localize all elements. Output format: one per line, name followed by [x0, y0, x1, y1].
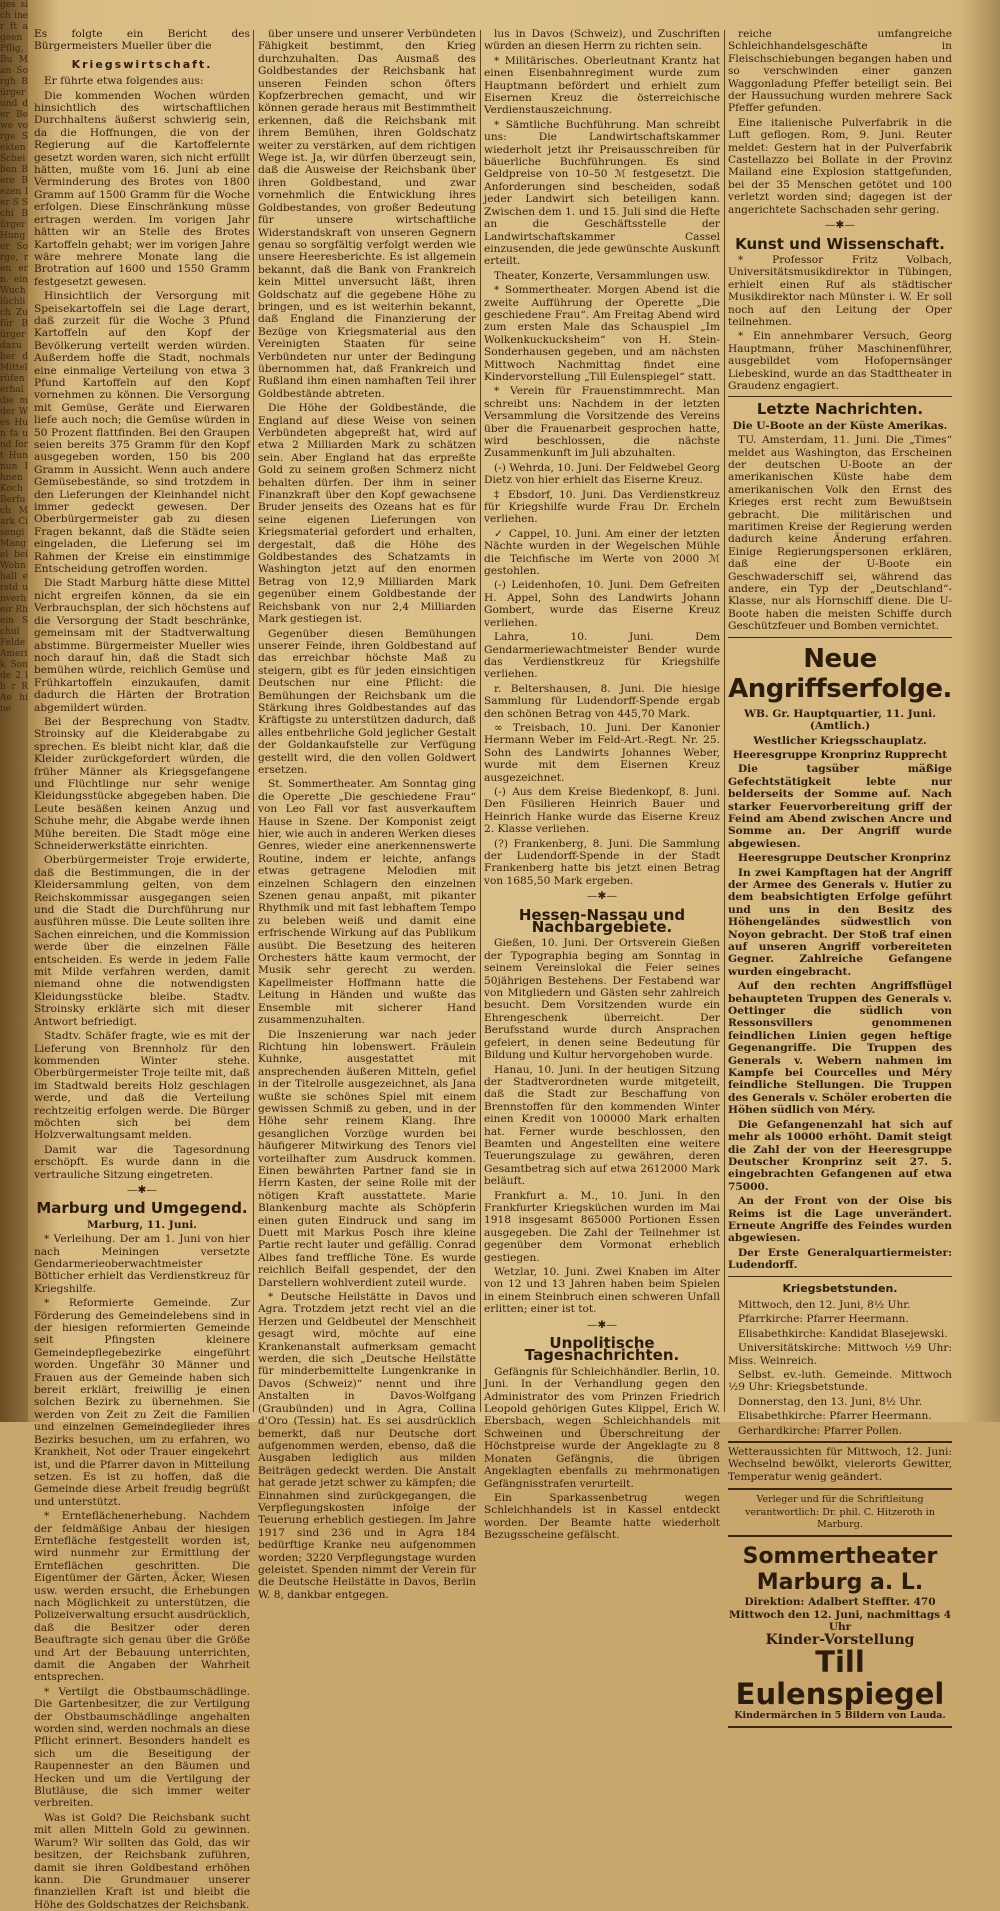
paragraph: Pfarrkirche: Pfarrer Heermann. — [738, 1313, 909, 1326]
paragraph: Theater, Konzerte, Versammlungen usw. — [494, 269, 711, 282]
separator-star: —✱— — [824, 219, 856, 232]
ad-date: Mittwoch den 12. Juni, nachmittags 4 Uhr — [728, 1608, 952, 1634]
paragraph: Donnerstag, den 13. Juni, 8½ Uhr. — [738, 1395, 923, 1408]
section-heading: Unpolitische Tagesnachrichten. — [524, 1334, 680, 1365]
paragraph: * Militärisches. Oberleutnant Krantz hat einen Eisenbahnregiment wurde zum Hauptmann befördert und erhielt zum Eisernen Kreuz die österreichische Verdienstauszeichnung. — [484, 54, 720, 117]
paragraph: ‡ Ebsdorf, 10. Juni. Das Verdienstkreuz für Kriegshilfe wurde Frau Dr. Ercheln verliehen. — [484, 488, 720, 526]
paragraph: Auf den rechten Angriffsflügel behaupteten Truppen des Generals v. Oettinger die südlich von Ressonsvillers genommenen feindlichen Linien gegen heftige Gegenangriffe. Die Truppen des Generals v. Webern nahmen im Kampfe bei Courcelles und Méry feindliche Stellungen. Die Truppen des Generals v. Schöler eroberten die Höhen südlich von Méry. — [728, 980, 952, 1117]
paragraph: St. Sommertheater. Am Sonntag ging die Operette „Die geschiedene Frau“ von Leo Fall vor fast ausverkauftem Hause in Szene. Der Komponist zeigt hier, wie auch in anderen Werken dieses Genres, wieder eine anerkennenswerte Routine, indem er leichte, anfangs etwas getragene Melodien mit einzelnen Schlagern den einzelnen Szenen genau anpaßt, mit pikanter Rhythmik und mit fast lebhaftem Tempo zu beleben weiß und damit eine erfrischende Wirkung auf das Publikum ausübt. Die Besetzung des heiteren Orchesters hätte kaum vermocht, der Musik sehr gerecht zu werden. Kapellmeister Hoffmann hatte die Leitung in Händen und wußte das Ensemble mit sicherer Hand zusammenzuhalten. — [258, 778, 476, 1027]
column-3 — [484, 28, 720, 1542]
article-body — [728, 763, 952, 1271]
headline: Neue Angriffserfolge. — [728, 643, 952, 704]
paragraph: An der Front von der Oise bis Reims ist die Lage unverändert. Erneute Angriffe des Feindes wurden abgewiesen. — [728, 1195, 952, 1245]
section-heading: Kunst und Wissenschaft. — [735, 234, 945, 253]
publisher-line: Verleger und für die Schriftleitung verantwortlich: Dr. phil. C. Hitzeroth in Marburg. — [745, 1494, 935, 1531]
paragraph: Er führte etwa folgendes aus: — [44, 75, 204, 88]
paragraph: * Vertilgt die Obstbaumschädlinge. Die Gartenbesitzer, die zur Vertilgung der Obstbaumschädlinge angehalten worden sind, werden nochmals an diese Pflicht erinnert. Besonders handelt es sich um die Beseitigung der Raupennester an den Bäumen und Hecken und um die Vertilgung der Blutläuse, die sich immer weiter verbreiten. — [34, 1685, 250, 1810]
paragraph: Elisabethkirche: Kandidat Blasejewski. — [738, 1327, 948, 1340]
article-body — [728, 28, 952, 216]
subheading: Die U-Boote an der Küste Amerikas. — [732, 419, 948, 432]
paragraph: * Reformierte Gemeinde. Zur Förderung des Gemeindelebens sind in der hiesigen reformierten Gemeinde seit Pfingsten kleinere Gemeindepflegebezirke eingeführt worden. Ungefähr 30 Männer und Frauen aus der Gemeinde haben sich bereit erklärt, freiwillig je einen solchen Bezirk zu übernehmen. Sie werden von Zeit zu Zeit die Familien und einzelnen Gemeindeglieder ihres Bezirks besuchen, um zu erfahren, wo Krankheit, Not oder Trauer eingekehrt ist, und die Pfarrer davon in Mitteilung setzen. Es ist zu hoffen, daß die Gemeinde diese Arbeit freudig begrüßt und unterstützt. — [34, 1297, 250, 1508]
paragraph: Die Inszenierung war nach jeder Richtung hin lobenswert. Fräulein Kuhnke, ausgestattet mit ansprechenden äußeren Mitteln, gefiel in der Titelrolle ausgezeichnet, als Jana wußte sie schönes Spiel mit einem gewissen Schmiß zu geben, und in der Höhe sehr reinem Klang. Ihre gesanglichen Vorzüge wurden bei häufigerer Mitwirkung des Tenors viel vorteilhafter zum Ausdruck kommen. Einen bewährten Partner fand sie in Herrn Kasten, der seine Rolle mit der nötigen Kraft ausstattete. Marie Blankenburg machte als Schöpferin einen guten Eindruck und sang im Duett mit Markus Posch ihre kleine Partie recht lauter und gefällig. Conrad Albes fand treffliche Töne. Es wurde reichlich Beifall gespendet, der den Darstellern wohlverdient zuteil wurde. — [258, 1028, 476, 1289]
paragraph: lus in Davos (Schweiz), und Zuschriften würden an diesen Herrn zu richten sein. — [484, 28, 720, 53]
paragraph: Bei der Besprechung von Stadtv. Stroinsky auf die Kleiderabgabe zu sprechen. Es bleibt nicht klar, daß die Kleider zurückgefordert würden, die früher Männer als Kriegsgefangene und Flüchtlinge nur sehr wenige Kleidungsstücke abgegeben haben. Die Leute besäßen keinen Anzug und Schuhe mehr, die Abgabe werde ihnen Mühe bereiten. Die Stadt möge eine Schneiderwerkstätte einrichten. — [34, 715, 250, 852]
paragraph: Stadtv. Schäfer fragte, wie es mit der Lieferung von Brennholz für den kommenden Winter stehe. Oberbürgermeister Troje teilte mit, daß im Stadtwald bereits Holz geschlagen werde, und daß die Verteilung rechtzeitig erfolgen werde. Die Bürger möchten sich bei dem Holzverwaltungsamt melden. — [34, 1030, 250, 1142]
separator-star: —✱— — [586, 890, 618, 903]
paragraph: Heeresgruppe Deutscher Kronprinz — [738, 852, 951, 865]
subheading: Heeresgruppe Kronprinz Rupprecht — [732, 748, 948, 761]
paragraph: TU. Amsterdam, 11. Juni. Die „Times“ meldet aus Washington, das Erscheinen der deutschen U-Boote an der amerikanischen Küste habe dem amerikanischen Volk den Ernst des Krieges erst recht zum Bewußtsein gebracht. Die militärischen und maritimen Kreise der Regierung werden dadurch keine Änderung erfahren. Einige Regierungspersonen erklären, daß eine der U-Boote ein Geschwaderschiff sei, während das andere, ein Typ der „Deutschland“-Klasse, nur als Hornschiff diene. Die U-Boote haben die meisten Schiffe durch Geschützfeuer und Bomben vernichtet. — [728, 434, 952, 633]
paragraph: ✓ Cappel, 10. Juni. Am einer der letzten Nächte wurden in der Wegelschen Mühle die Teichfische im Werte von 2000 ℳ gestohlen. — [484, 527, 720, 578]
paragraph: Die Höhe der Goldbestände, die England auf diese Weise von seinen Verbündeten abgepreßt hat, wird auf etwa 2 Milliarden Mark zu schätzen sein. Aber England hat das erpreßte Gold zu seinem großen Schmerz nicht behalten dürfen. Der ihm in seiner Finanzkraft über den Kopf gewachsene Bruder jenseits des Ozeans hat es für seine eigenen Lieferungen von Kriegsmaterial gefordert und erhalten, dergestalt, daß die Höhe des Goldbestandes des Schatzamts in Washington jetzt auf den enormen Betrag von 12,9 Milliarden Mark gegenüber einem Goldbestande der Reichsbank von nur 2,4 Milliarden Mark gestiegen ist. — [258, 402, 476, 626]
paragraph: Ein Sparkassenbetrug wegen Schleichhandels ist in Kassel entdeckt worden. Der Beamte hatte wiederholt Bezugsscheine gefälscht. — [484, 1491, 720, 1542]
article-body — [484, 1366, 720, 1542]
page-edge-shadow — [960, 0, 1000, 1422]
intro-text: Es folgte ein Bericht des Bürgermeisters Mueller über die — [34, 28, 250, 53]
paragraph: Die tagsüber mäßige Gefechtstätigkeit lebte nur belderseits der Somme auf. Nach starker Feuervorbereitung griff der Feind am Abend zwischen Ancre und Somme an. Der Angriff wurde abgewiesen. — [728, 763, 952, 850]
column-rule — [253, 30, 254, 1412]
article-body — [258, 28, 476, 1601]
ad-performance-type: Kinder-Vorstellung — [765, 1631, 915, 1648]
paragraph: * Professor Fritz Volbach, Universitätsmusikdirektor in Tübingen, erhielt einen Ruf als städtischer Musikdirektor nach Münster i. W. Er soll noch auf den Leitung der Oper teilnehmen. — [728, 253, 952, 328]
paragraph: Universitätskirche: Mittwoch ½9 Uhr: Miss. Weinreich. — [728, 1342, 952, 1367]
paragraph: ∞ Treisbach, 10. Juni. Der Kanonier Hermann Weber im Feld-Art.-Regt. Nr. 25. Sohn des Landwirts Johannes Weber, wurde mit dem Eisernen Kreuz ausgezeichnet. — [484, 721, 720, 784]
paragraph: (-) Wehrda, 10. Juni. Der Feldwebel Georg Dietz von hier erhielt das Eiserne Kreuz. — [484, 461, 720, 487]
article-body — [728, 254, 952, 392]
paragraph: (?) Frankenberg, 8. Juni. Die Sammlung der Ludendorff-Spende in der Stadt Frankenberg hatte bis jetzt einen Betrag von 1685,50 Mark ergeben. — [484, 837, 720, 887]
paragraph: Die Stadt Marburg hätte diese Mittel nicht ergreifen können, da sie ein Verbrauchsplan, der sich höchstens auf die Versorgung der Stadt beschränke, gemeinsam mit der Stadtverwaltung abstimme. Bürgermeister Mueller wies noch darauf hin, daß die Stadt sich bemühen würde, reichlich Gemüse und Frühkartoffeln einzukaufen, damit dadurch die Härten der Brotration abgemildert würden. — [34, 577, 250, 714]
church-schedule — [728, 1299, 952, 1437]
divider — [728, 637, 952, 638]
divider — [728, 1276, 952, 1277]
column-2 — [258, 28, 476, 1601]
paragraph: In zwei Kampftagen hat der Angriff der Armee des Generals v. Hutier zu dem beabsichtigten Erfolge geführt und uns in den Besitz des Höhengeländes südwestlich von Noyon gebracht. Der Stoß traf einen auf unseren Angriff vorbereiteten Gegner. Zahlreiche Gefangene wurden eingebracht. — [728, 866, 952, 978]
paragraph: * Sämtliche Buchführung. Man schreibt uns: Die Landwirtschaftskammer wiederholt jetzt ihr Preisausschreiben für bäuerliche Buchführungen. Es sind Geldpreise von 10–50 ℳ festgesetzt. Die Anforderungen sind bescheiden, sodaß jeder Landwirt sich beteiligen kann. Zwischen dem 1. und 15. Juli sind die Hefte an die Geschäftsstelle der Landwirtschaftskammer Cassel einzusenden, die jede gewünschte Auskunft erteilt. — [484, 118, 720, 268]
paragraph: Gefängnis für Schleichhändler. Berlin, 10. Juni. In der Verhandlung gegen den Administrator des vom Prinzen Friedrich Leopold gehörigen Gutes Klippel, Erich W. Ebersbach, wegen Schleichhandels mit Schweinen und Überschreitung der Höchstpreise wurde der Angeklagte zu 8 Monaten Gefängnis, die übrigen Angeklagten ebenfalls zu mehrmonatigen Gefängnisstrafen verurteilt. — [484, 1365, 720, 1490]
paragraph: Hinsichtlich der Versorgung mit Speisekartoffeln sei die Lage derart, daß zurzeit für die Woche 3 Pfund Kartoffeln auf den Kopf der Bevölkerung verteilt werden würden. Außerdem hoffe die Stadt, nochmals eine einmalige Verteilung von etwa 3 Pfund Kartoffeln auf den Kopf vornehmen zu können. Die Versorgung mit Gemüse, Geräte und Eierwaren liefe auch noch; die Gemüse würden in 50 Prozent flattfinden. Bei den Graupen seien bereits 375 Gramm für den Kopf ausgegeben worden, 150 bis 200 Gramm in Aussicht. Wenn auch andere Gemüsebestände, so sind trotzdem in den Lieferungen der Kleinhandel nicht immer gedeckt gewesen. Der Oberbürgermeister gab zu diesen Fragen bekannt, daß die Städte seien eingeladen, die Lieferung sei im Rahmen der Kreise ein einstimmige Entscheidung getroffen worden. — [34, 290, 250, 576]
article-body — [728, 434, 952, 633]
section-heading: Kriegswirtschaft. — [71, 57, 213, 71]
paragraph: Die kommenden Wochen würden hinsichtlich des wirtschaftlichen Durchhaltens äußerst schwierig sein, da die Hoffnungen, die von der Regierung auf die Kartoffelernte gesetzt worden waren, sich nicht erfüllt hätten, mußte vom 16. Juni ab eine Verminderung des Brotes von 1800 Gramm auf 1500 Gramm für die Woche erfolgen. Diese Einschränkung müsse ertragen werden. Im vorigen Jahr hätten wir an Stelle des Brotes Kartoffeln gehabt; wer im vorigen Jahre wäre mehrere Monate lang die Brotration auf 1600 und 1550 Gramm festgesetzt gewesen. — [34, 89, 250, 288]
article-body — [484, 28, 720, 887]
article-body — [34, 75, 250, 1181]
article-body — [34, 1233, 250, 1911]
paragraph: * Sommertheater. Morgen Abend ist die zweite Aufführung der Operette „Die geschiedene Frau“. Am Freitag Abend wird zum ersten Male das Schauspiel „Im Wolkenkuckucksheim“ von H. Stein-Sonderhausen gegeben, und am nächsten Mittwoch Nachmittag findet eine Kindervorstellung „Till Eulenspiegel“ statt. — [484, 284, 720, 383]
ad-number: 470 — [913, 1596, 936, 1609]
paragraph: Elisabethkirche: Pfarrer Heermann. — [738, 1410, 932, 1423]
column-1 — [34, 28, 250, 1911]
dateline: Marburg, 11. Juni. — [87, 1218, 197, 1231]
paragraph: * Ernteflächenerhebung. Nachdem der feldmäßige Anbau der hiesigen Erntefläche festgestellt worden ist, wird nunmehr zur Ermittlung der Ernteflächen geschritten. Die Eigentümer der Gärten, Äcker, Wiesen usw. werden ersucht, die Erhebungen nach Möglichkeit zu unterstützen, die Polizeiverwaltung ersucht ausdrücklich, daß die Besitzer oder deren Beauftragte sich genau über die Größe und Art der Bebauung unterrichten, damit die Angaben der Wahrheit entsprechen. — [34, 1510, 250, 1684]
paragraph: Wetzlar, 10. Juni. Zwei Knaben im Alter von 12 und 13 Jahren haben beim Spielen in einem Steinbruch einen schweren Unfall erlitten; einer ist tot. — [484, 1266, 720, 1316]
paragraph: Lahrа, 10. Juni. Dem Gendarmeriewachtmeister Bender wurde das Verdienstkreuz für Kriegshilfe verliehen. — [484, 631, 720, 681]
ad-footer: Kindermärchen in 5 Bildern von Lauda. — [734, 1710, 946, 1722]
section-heading: Marburg und Umgegend. — [36, 1199, 248, 1218]
paragraph: über unsere und unserer Verbündeten Fähigkeit bestimmt, den Krieg durchzuhalten. Das Ausmaß des Goldbestandes der Reichsbank hat unseren Feinden schon öfters Kopfzerbrechen gemacht, und wir können gerade heraus mit Bestimmtheit erkennen, daß die Reichsbank mit ihrem Bemühen, ihren Goldschatz weiter zu verstärken, auf dem richtigen Wege ist. Ja, wir dürfen überzeugt sein, daß die Ausweise der Reichsbank über ihren Goldbestand, und zwar vornehmlich die Entwicklung ihres Goldbestandes, von großer Bedeutung für unsere wirtschaftliche Widerstandskraft von unseren Gegnern genau so sorgfältig verfolgt werden wie unsere Heeresberichte. Es ist allgemein bekannt, daß die Bank von Frankreich kein Mittel unversucht läßt, ihren Goldschatz auf die gegebene Höhe zu bringen, und es ist weiterhin bekannt, daß England die Finanzierung der Bezüge von Kriegsmaterial aus den Vereinigten Staaten für seine Verbündeten nur unter der Bedingung übernommen hat, daß Frankreich und Rußland ihm einen namhaften Teil ihrer Goldbestände abtreten. — [258, 28, 476, 400]
theater-advertisement — [728, 1535, 952, 1727]
column-rule — [724, 30, 725, 1412]
article-body — [484, 937, 720, 1315]
edge-text: ges sich iner ft ageen Pflig, Bu Man Sorgh Bürger und der Bewe vorge Sekten Scheiben Bere Bezen ler S Schi Bürger Hunger Sorge, ren ern. ein Wuch lüchlich Zu für Bürger dazu ber d Mittel rüfen erhal die m der Wes Hun fa und fort Hun nun Ihnen Koch Berfuch Mark Cisengi Mangel bei Wohnhall erstd unverheir Rhein Schul Felde Amerik Sonde 2 lb r R Ae hine — [0, 0, 28, 714]
paragraph: Gerhardkirche: Pfarrer Pollen. — [738, 1424, 903, 1437]
ad-title: Sommertheater Marburg a. L. — [742, 1544, 938, 1596]
paragraph: Selbst. ev.-luth. Gemeinde. Mittwoch ½9 Uhr: Kriegsbetstunde. — [728, 1369, 952, 1394]
paragraph: Frankfurt a. M., 10. Juni. In den Frankfurter Kriegsküchen wurden im Mai 1918 insgesamt 865000 Portionen Essen ausgegeben. Die Zahl der Teilnehmer ist gegenüber dem Vormonat erheblich gestiegen. — [484, 1189, 720, 1264]
paragraph: Gegenüber diesen Bemühungen unserer Feinde, ihren Goldbestand auf das erreichbar höchste Maß zu steigern, gibt es für jeden einsichtigen Deutschen nur eine Pflicht: die Bemühungen der Reichsbank um die Stärkung ihres Goldbestandes auf das Kräftigste zu unterstützen dadurch, daß alles entbehrliche Gold jeglicher Gestalt der Goldankaufstelle zur Verfügung gestellt wird, die den vollen Goldwert ersetzen. — [258, 627, 476, 776]
paragraph: (-) Aus dem Kreise Biedenkopf, 8. Juni. Den Füsilieren Heinrich Bauer und Heinrich Hanke wurde das Eiserne Kreuz 2. Klasse verliehen. — [484, 785, 720, 836]
paragraph: Gießen, 10. Juni. Der Ortsverein Gießen der Typographia beging am Sonntag in seinem Vereinslokal die Feier seines 50jährigen Bestehens. Der Festabend war von Mitgliedern und Gästen sehr zahlreich besucht. Dem Vorsitzenden wurde ein Ehrengeschenk überreicht. Der Berufsstand wurde durch Ansprachen gefeiert, in denen seine Bedeutung für Bildung und Kultur hervorgehoben wurde. — [484, 937, 720, 1062]
ad-direction — [728, 1596, 952, 1608]
divider — [728, 396, 952, 397]
paragraph: Was ist Gold? Die Reichsbank sucht mit allen Mitteln Gold zu gewinnen. Warum? Wir sollten das Gold, das wir besitzen, der Reichsbank zuführen, damit sie ihren Goldbestand erhöhen kann. Die Grundmauer unserer finanziellen Kraft ist und bleibt die Höhe des Goldschatzes der Reichsbank. — [34, 1811, 250, 1911]
paragraph: * Ein annehmbarer Versuch, Georg Hauptmann, früher Maschinenführer, ausgebildet vom Hofopernsänger Liebeskind, wurde an das Stadttheater in Graudenz engagiert. — [728, 330, 952, 392]
column-rule — [480, 30, 481, 1412]
paragraph: Die Gefangenenzahl hat sich auf mehr als 10000 erhöht. Damit steigt die Zahl der von der Heeresgruppe Deutscher Kronprinz seit 27. 5. eingebrachten Gefangenen auf etwa 75000. — [728, 1118, 952, 1193]
paragraph: r. Beltershausen, 8. Juni. Die hiesige Sammlung für Ludendorff-Spende ergab den schönen Betrag von 445,70 Mark. — [484, 682, 720, 720]
section-heading: Letzte Nachrichten. — [756, 400, 924, 419]
paragraph: Hanau, 10. Juni. In der heutigen Sitzung der Stadtverordneten wurde mitgeteilt, daß die Stadt zur Beschaffung von Brennstoffen für den kommenden Winter einen Kredit von 100000 Mark erhalten hat. Ferner wurde beschlossen, den Beamten und Angestellten eine weitere Teuerungszulage zu gewähren, deren Gesamtbetrag sich auf etwa 2612000 Mark beläuft. — [484, 1063, 720, 1188]
separator-star: —✱— — [586, 1318, 618, 1331]
weather-text: Wetteraussichten für Mittwoch, 12. Juni: Wechselnd bewölkt, vielerorts Gewitter, Temperatur wenig geändert. — [728, 1446, 952, 1483]
paragraph: Eine italienische Pulverfabrik in die Luft geflogen. Rom, 9. Juni. Reuter meldet: Gestern hat in der Pulverfabrik Castellazzo bei Bollate in der Provinz Mailand eine Explosion stattgefunden, bei der 35 Menschen getötet und 100 verletzt worden sind; dagegen ist der angerichtete Sachschaden sehr gering. — [728, 116, 952, 216]
section-heading: Kriegsbetstunden. — [782, 1281, 898, 1295]
paragraph: * Verleihung. Der am 1. Juni von hier nach Meiningen versetzte Gendarmerieoberwachtmeister Bötticher erhielt das Verdienstkreuz für Kriegshilfe. — [34, 1233, 250, 1295]
column-4 — [728, 28, 952, 1722]
weather-box — [728, 1441, 952, 1490]
paragraph: (-) Leidenhofen, 10. Juni. Dem Gefreiten H. Appel, Sohn des Landwirts Johann Gombert, wurde das Eiserne Kreuz verliehen. — [484, 579, 720, 629]
ad-show-title: Till Eulenspiegel — [735, 1645, 945, 1712]
paragraph: Oberbürgermeister Troje erwiderte, daß die Bestimmungen, die in der Kleidersammlung gelten, von dem Reichskommissar ausgegangen seien und die Stadt die Durchführung nur ausführen müsse. Die Leute sollten ihre Sachen einreichen, und die Kommission werde über die einzelnen Fälle entscheiden. Es werde in jedem Falle mit Milde verfahren werden, damit niemand ohne die notwendigsten Kleidungsstücke bleibe. Stadtv. Stroinsky erklärte sich mit dieser Antwort befriedigt. — [34, 854, 250, 1028]
ad-direction-text: Direktion: Adalbert Steffter. — [744, 1596, 910, 1609]
section-heading: Hessen-Nassau und Nachbargebiete. — [518, 905, 686, 937]
separator-star: —✱— — [126, 1183, 158, 1196]
paragraph: Der Erste Generalquartiermeister: Ludendorff. — [728, 1246, 952, 1272]
paragraph: * Deutsche Heilstätte in Davos und Agra. Trotzdem jetzt recht viel an die Herzen und Geldbeutel der Menschheit gesagt wird, möchte auf eine Krankenanstalt aufmerksam gemacht werden, die sich „Deutsche Heilstätte für minderbemittelte Lungenkranke in Davos (Schweiz)“ nennt und ihre Anstalten in Davos-Wolfgang (Graubünden) und in Agra, Collina d'Oro (Tessin) hat. Es sei ausdrücklich bemerkt, daß nur Deutsche dort aufgenommen werden, ebenso, daß die Ausgaben lediglich aus milden Beiträgen gedeckt werden. Die Anstalt hat gerade jetzt schwer zu kämpfen; die Einnahmen sind zurückgegangen, die Verpflegungskosten infolge der Teuerung erheblich gestiegen. Im Jahre 1917 sind 236 und in Agra 184 bedürftige Kranke neu aufgenommen worden; 3220 Verpflegungstage wurden geleistet. Spenden nimmt der Verein für die Deutsche Heilstätte in Davos, Berlin W. 8, dankbar entgegen. — [258, 1291, 476, 1601]
dateline: WB. Gr. Hauptquartier, 11. Juni. (Amtlich.) — [744, 707, 936, 733]
paragraph: Damit war die Tagesordnung erschöpft. Es wurde dann in die vertrauliche Sitzung eingetreten. — [34, 1143, 250, 1181]
paragraph: Mittwoch, den 12. Juni, 8½ Uhr. — [738, 1298, 911, 1311]
paragraph: reiche umfangreiche Schleichhandelsgeschäfte in Fleischschiebungen begangen haben und so verschwinden einer ganzen Waggonladung Pfeffer beteiligt sein. Bei der Haussuchung wurden mehrere Sack Pfeffer gefunden. — [728, 28, 952, 115]
subheading: Westlicher Kriegsschauplatz. — [753, 734, 927, 747]
left-edge-adjacent-page — [0, 0, 28, 1422]
paragraph: * Verein für Frauenstimmrecht. Man schreibt uns: Nachdem in der letzten Versammlung die Vorsitzende des Vereins über die Frauenarbeit gesprochen hatte, wird beschlossen, die nächste Zusammenkunft im Juli abzuhalten. — [484, 385, 720, 460]
